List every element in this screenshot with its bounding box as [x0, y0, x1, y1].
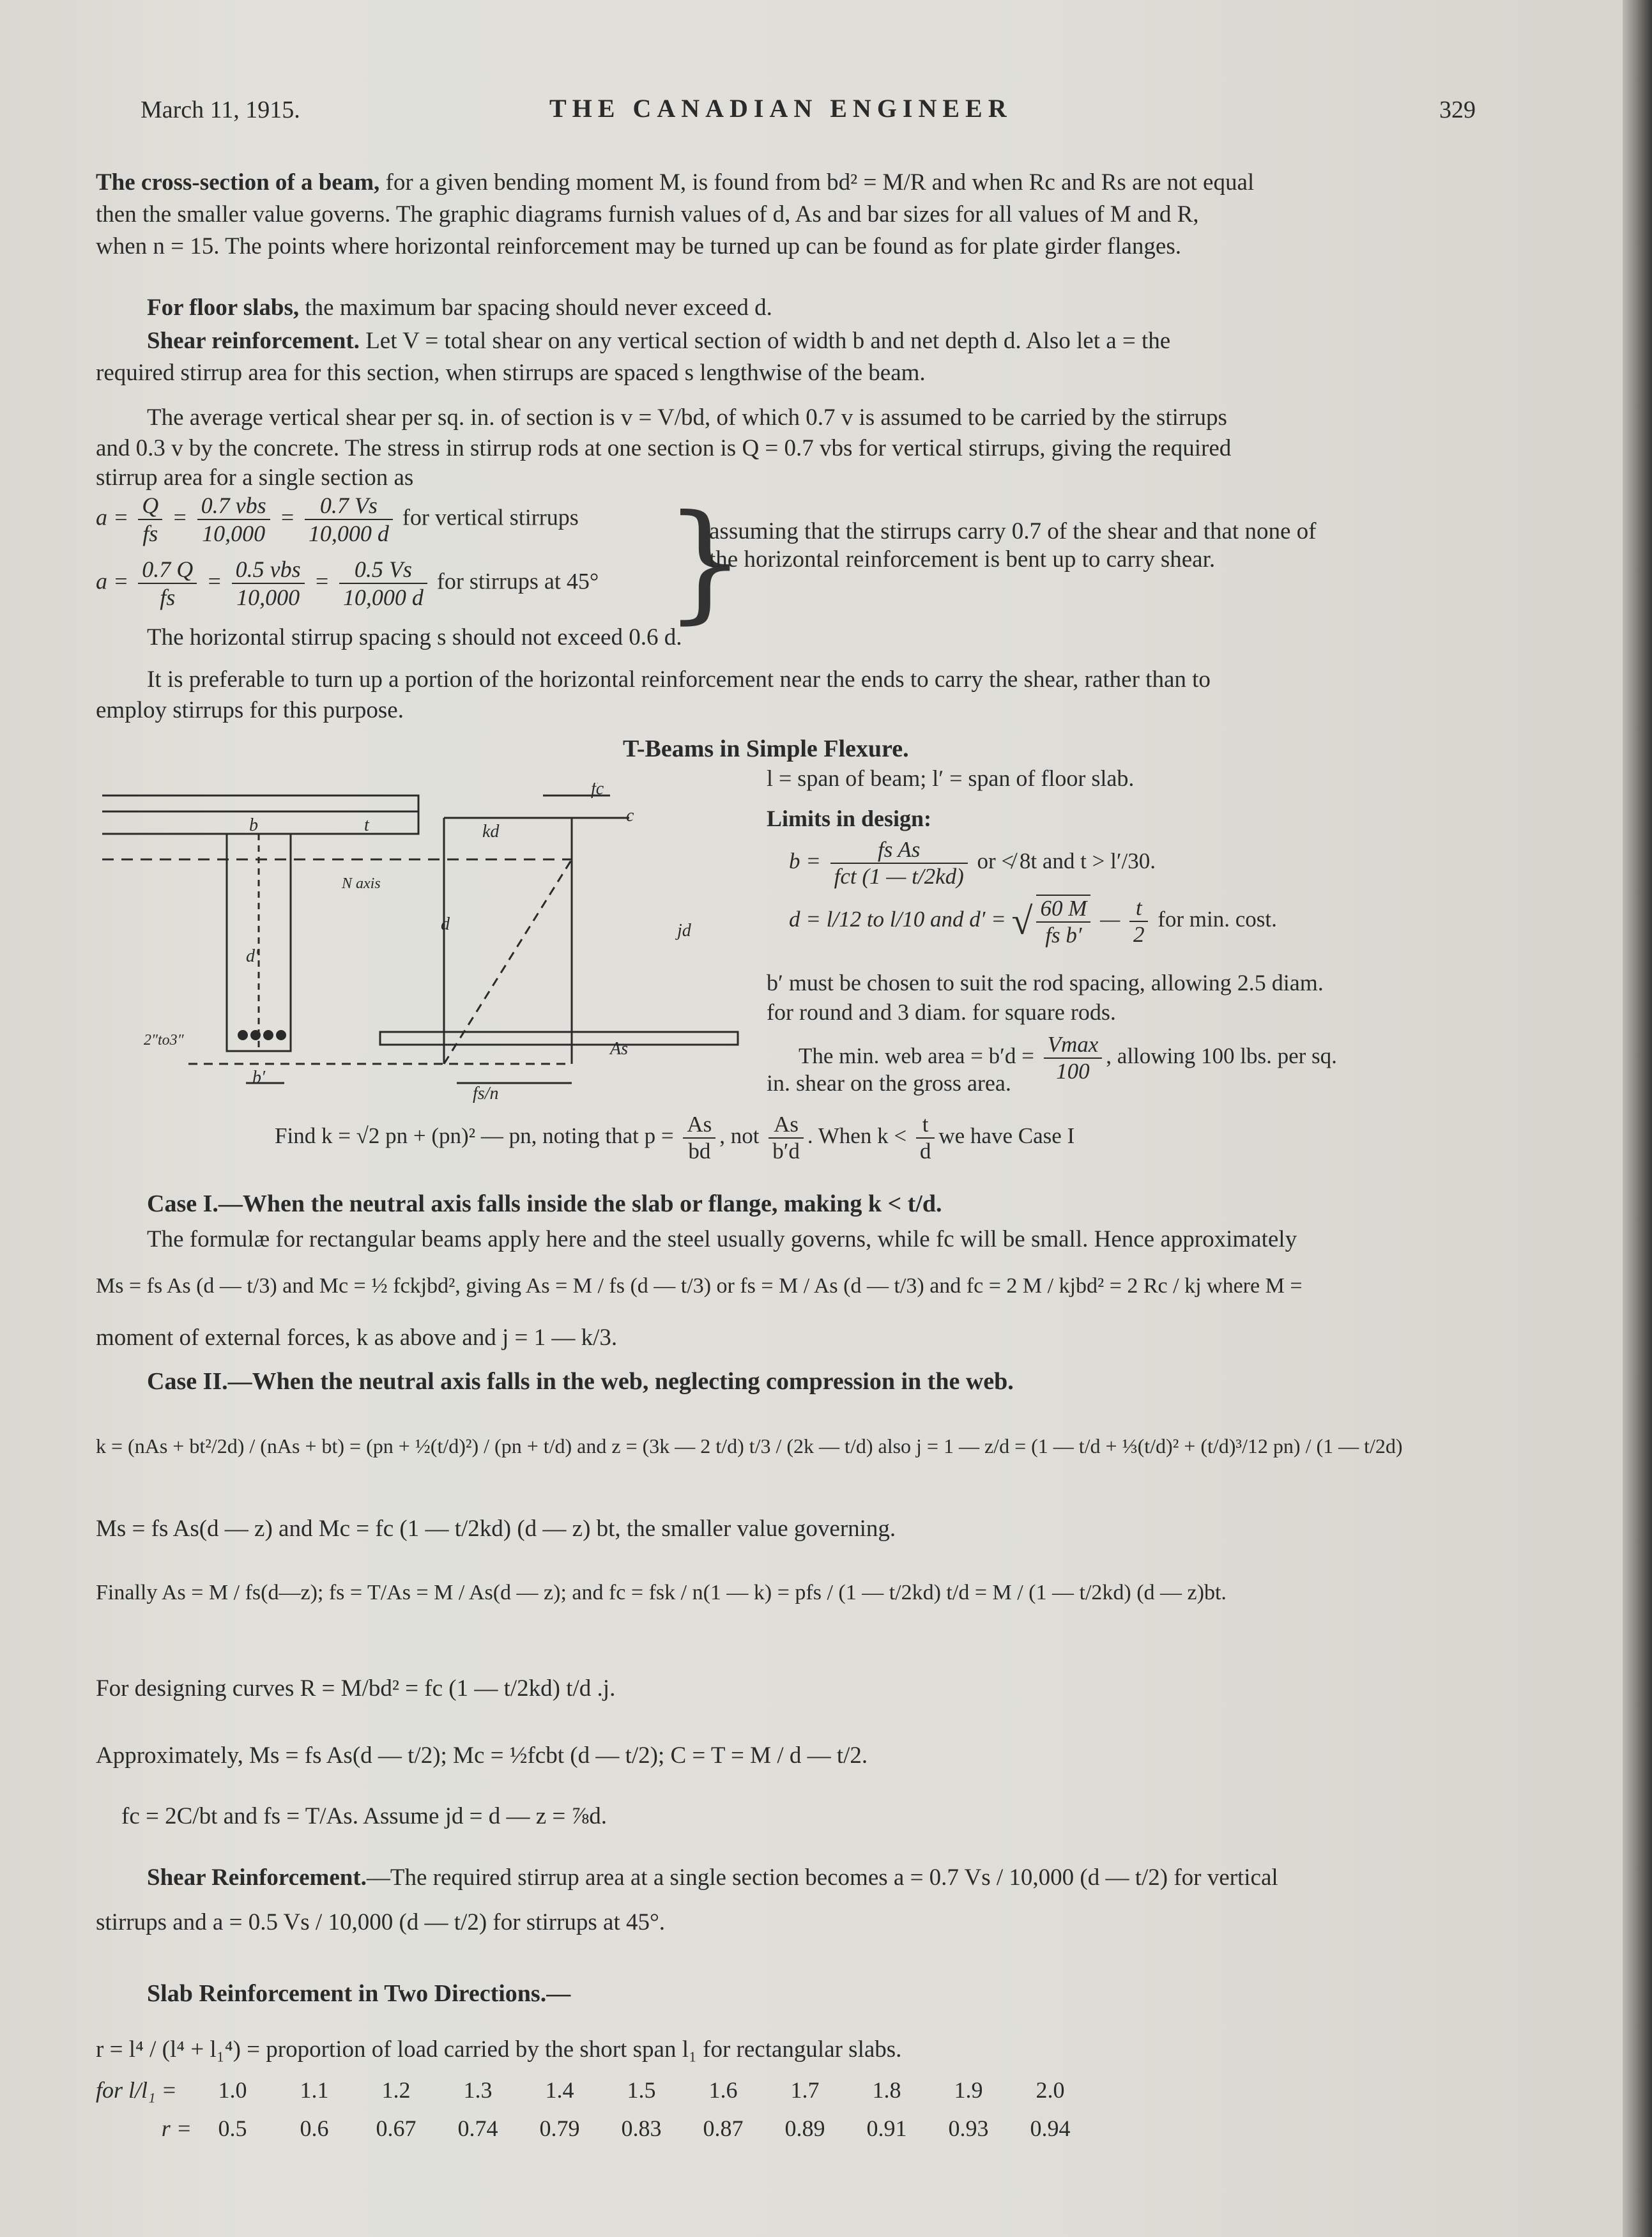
rod [380, 1032, 738, 1045]
web-area-line: The min. web area = b′d = $\frac{Vmax}{100}$ , allowing 100 lbs. per sq. [799, 1032, 1337, 1084]
table-cell: 1.1 [300, 2077, 329, 2103]
case2-heading: Case II.—When the neutral axis falls in the web, neglecting compression in the web. [147, 1368, 1014, 1395]
table-cell: 0.67 [376, 2116, 417, 2141]
shear2-paragraph [147, 1863, 1565, 1893]
table-cell: 0.93 [948, 2116, 989, 2141]
table-cell: 0.89 [784, 2116, 825, 2141]
table-cell: 1.4 [545, 2077, 574, 2103]
d-limit-equation: d = l/12 to l/10 and d′ = √ $\frac{60 M}{\text{fs b′}}$ — $\frac{t}{2}$ for min. cost. [789, 895, 1277, 948]
stirrup-equation-45: a = $\frac{0.7 Q}{fs}$ = $\frac{\text{0.5 vbs}}{10,000}$ = $\frac{0.5 Vs}{10,000 d}$ for stirrups at 45° [96, 557, 599, 610]
case1-heading: Case I.—When the neutral axis falls inside the slab or flange, making k < t/d. [147, 1190, 942, 1217]
table-cell: 0.79 [539, 2116, 580, 2141]
case2-k-equation: k = (nAs + bt²/2d) / (nAs + bt) = (pn + ½(t/d)²) / (pn + t/d) and z = (3k — 2 t/d) t/3 / (2k — t/d) also j = 1 — z/d = (1 — t/d + ⅓(t/d)² + (t/d)³/12 pn) / (1 — t/2d) [96, 1434, 1403, 1457]
case2-finally-equation: Finally As = M / fs(d—z); fs = T/As = M / As(d — z); and fc = fsk / n(1 — k) = pfs / (1 — t/2kd) t/d = M / (1 — t/2kd) (d — z)bt. [96, 1581, 1227, 1604]
fig-label-b: b [249, 815, 258, 835]
fig-label-c: c [626, 806, 634, 826]
brace: } [664, 488, 746, 636]
fig-label-t: t [364, 815, 369, 835]
case2-fc-equation: fc = 2C/bt and fs = T/As. Assume jd = d — z = ⅞d. [121, 1803, 608, 1829]
table-cell: 1.3 [463, 2077, 493, 2103]
case2-curves-equation: For designing curves R = M/bd² = fc (1 — t/2kd) t/d .j. [96, 1675, 616, 1702]
fig-label-b-prime: b′ [252, 1068, 266, 1088]
table-cell: 2.0 [1036, 2077, 1065, 2103]
prefer-line-1: It is preferable to turn up a portion of the horizontal reinforcement near the ends to carry the shear, rather than to [147, 666, 1211, 693]
header-date: March 11, 1915. [141, 96, 300, 123]
rebar-dot [250, 1030, 261, 1040]
table-cell: 0.91 [866, 2116, 907, 2141]
table-cell: 0.74 [457, 2116, 498, 2141]
fig-label-As: As [610, 1039, 628, 1059]
fig-label-d: d [441, 914, 450, 934]
shear2-lead: Shear Reinforcement. [147, 1864, 367, 1891]
case1-text-1: The formulæ for rectangular beams apply here and the steel usually governs, while fc will be small. Hence approximately [147, 1226, 1297, 1252]
slab-r-equation: r = l⁴ / (l⁴ + l₁⁴) = proportion of load carried by the short span l₁ for rectangular slabs. [96, 2036, 902, 2063]
find-k-line: Find k = √2 pn + (pn)² — pn, noting that p = $\frac{As}{bd}$ , not $\frac{As}{b'd}$ . When k < $\frac{t}{d}$ we have Case I [275, 1112, 1075, 1164]
fig-label-n-axis: N axis [342, 875, 381, 892]
assume-line-2: the horizontal reinforcement is bent up to carry shear. [709, 546, 1216, 573]
shear-line-4: and 0.3 v by the concrete. The stress in stirrup rods at one section is Q = 0.7 vbs for vertical stirrups, giving the required [96, 435, 1232, 461]
floor-slabs-paragraph [147, 293, 1565, 323]
spans-line: l = span of beam; l′ = span of floor slab. [767, 765, 1135, 791]
shear-text-1: Let V = total shear on any vertical section of width b and net depth d. Also let a = the [365, 328, 1171, 354]
shear-lead: Shear reinforcement. [147, 328, 360, 354]
rebar-dot [263, 1030, 273, 1040]
limits-heading: Limits in design: [767, 806, 932, 831]
fig-label-d-prime: d′ [246, 946, 259, 966]
case1-equation: Ms = fs As (d — t/3) and Mc = ½ fckjbd², giving As = M / fs (d — t/3) or fs = M / As (d — t/3) and fc = 2 M / kjbd² = 2 Rc / kj where M = [96, 1274, 1303, 1298]
intro-text-1: for a given bending moment M, is found from bd² = M/R and when Rc and Rs are not equal [385, 169, 1255, 196]
tbeams-title: T-Beams in Simple Flexure. [623, 735, 909, 762]
shear-paragraph [147, 326, 1565, 357]
fig-label-kd: kd [482, 822, 500, 842]
intro-paragraph [96, 167, 1514, 198]
case2-approx-equation: Approximately, Ms = fs As(d — t/2); Mc = ½fcbt (d — t/2); C = T = M / d — t/2. [96, 1742, 868, 1769]
table-cell: 0.87 [703, 2116, 744, 2141]
stirrup-spacing: The horizontal stirrup spacing s should not exceed 0.6 d. [147, 624, 682, 650]
fig-label-rods: 2″to3″ [144, 1032, 184, 1049]
rebar-dot [238, 1030, 248, 1040]
floor-slabs-lead: For floor slabs, [147, 295, 300, 321]
page-header [134, 96, 1482, 134]
intro-lead: The cross-section of a beam, [96, 169, 380, 196]
shear-line-2: required stirrup area for this section, when stirrups are spaced s lengthwise of the beam. [96, 360, 926, 386]
rebar-dot [276, 1030, 286, 1040]
table-cell: 1.6 [708, 2077, 738, 2103]
bprime-line-1: b′ must be chosen to suit the rod spacing, allowing 2.5 diam. [767, 970, 1324, 996]
slab-heading: Slab Reinforcement in Two Directions.— [147, 1980, 571, 2007]
case1-text-2: moment of external forces, k as above and j = 1 — k/3. [96, 1325, 618, 1351]
fig-label-fs-n: fs/n [473, 1084, 499, 1103]
table-cell: 1.8 [872, 2077, 901, 2103]
table-cell: 1.9 [954, 2077, 983, 2103]
flange-outline [102, 796, 418, 834]
table-cell: 0.6 [300, 2116, 329, 2141]
table-cell: 1.5 [627, 2077, 656, 2103]
floor-slabs-text: the maximum bar spacing should never exceed d. [305, 295, 772, 321]
intro-line-3: when n = 15. The points where horizontal reinforcement may be turned up can be found as for plate girder flanges. [96, 233, 1182, 259]
shear-line-5: stirrup area for a single section as [96, 465, 414, 491]
fig-label-fc: fc [591, 783, 604, 799]
stirrup-equation-vertical: a = $\frac{Q}{fs}$ = $\frac{\text{0.7 vbs}}{10,000}$ = $\frac{0.7 Vs}{10,000 d}$ for vertical stirrups [96, 493, 579, 546]
case2-ms-equation: Ms = fs As(d — z) and Mc = fc (1 — t/2kd) (d — z) bt, the smaller value governing. [96, 1516, 896, 1542]
table-cell: 0.83 [621, 2116, 662, 2141]
table-cell: 1.7 [790, 2077, 820, 2103]
table-cell: 0.94 [1030, 2116, 1071, 2141]
tbeam-diagram [99, 783, 757, 1109]
assume-line-1: assuming that the stirrups carry 0.7 of the shear and that none of [709, 518, 1317, 544]
book-binding [1623, 0, 1652, 2237]
shear2-text-2: stirrups and a = 0.5 Vs / 10,000 (d — t/2) for stirrups at 45°. [96, 1909, 666, 1935]
fig-label-jd: jd [677, 921, 691, 941]
slab-table-row-ratio: for l/l₁ = 1.0 1.1 1.2 1.3 1.4 1.5 1.6 1.7 1.8 1.9 2.0 [96, 2077, 1091, 2103]
web-area-line-2: in. shear on the gross area. [767, 1070, 1011, 1096]
slab-table-row-r: r = 0.5 0.6 0.67 0.74 0.79 0.83 0.87 0.89 0.91 0.93 0.94 [96, 2115, 1091, 2142]
prefer-line-2: employ stirrups for this purpose. [96, 697, 404, 723]
intro-line-2: then the smaller value governs. The graphic diagrams furnish values of d, As and bar sizes for all values of M and R, [96, 201, 1199, 227]
header-title: THE CANADIAN ENGINEER [549, 94, 1013, 123]
bprime-line-2: for round and 3 diam. for square rods. [767, 999, 1116, 1025]
shear-line-3: The average vertical shear per sq. in. of section is v = V/bd, of which 0.7 v is assumed to be carried by the stirrups [147, 404, 1227, 431]
b-limit-equation: b = $\frac{\text{fs As}}{\text{fct (1 — t/2kd)}}$ or ≮ 8t and t > l′/30. [789, 837, 1156, 889]
table-cell: 1.0 [218, 2077, 247, 2103]
table-cell: 0.5 [218, 2116, 247, 2141]
shear2-text-1: —The required stirrup area at a single section becomes a = 0.7 Vs / 10,000 (d — t/2) for vertical [366, 1864, 1278, 1891]
table-cell: 1.2 [381, 2077, 411, 2103]
page-number: 329 [1439, 96, 1476, 123]
